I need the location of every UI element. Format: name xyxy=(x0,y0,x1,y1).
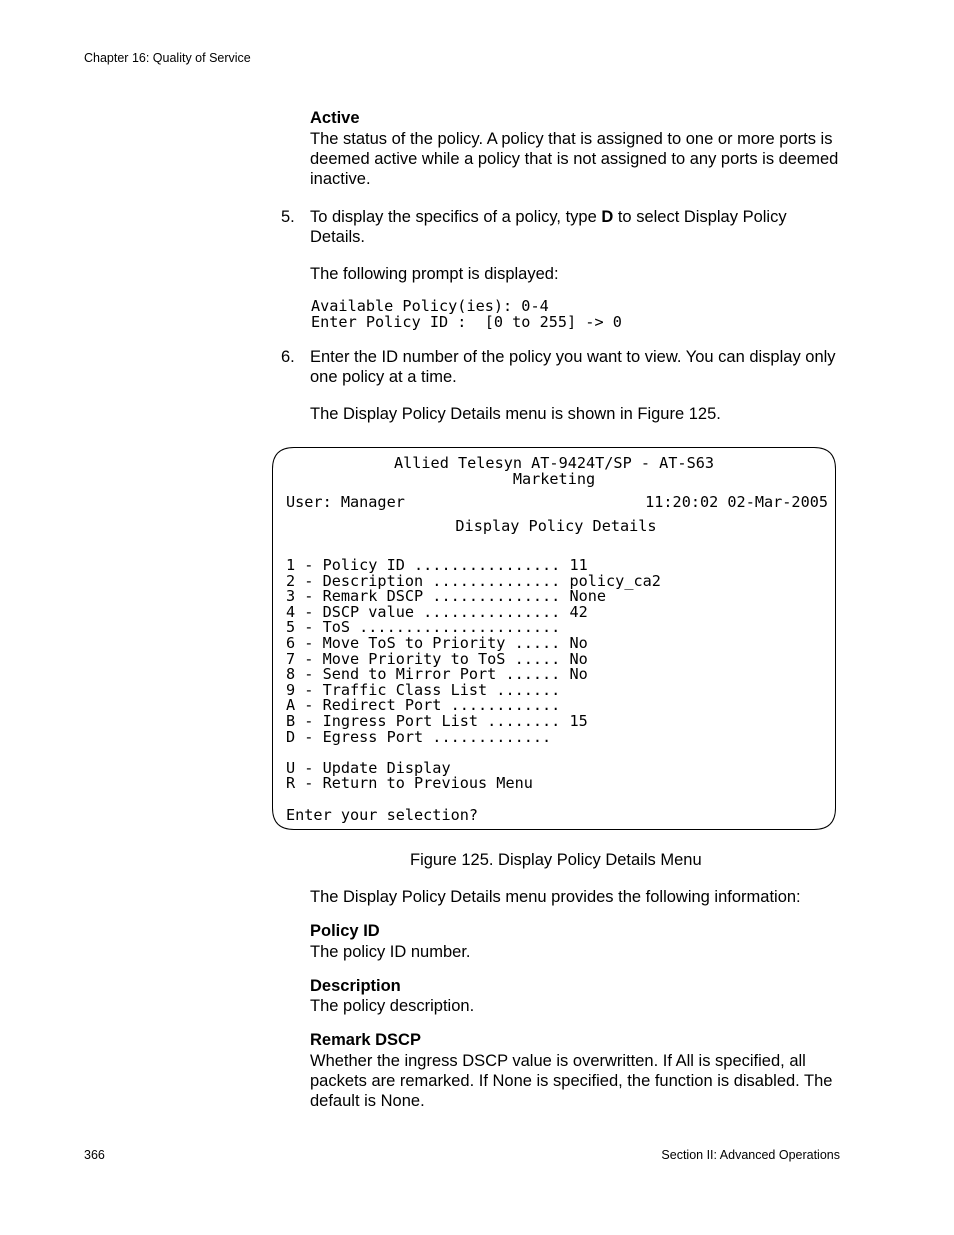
remark-dscp-heading: Remark DSCP xyxy=(310,1031,421,1049)
description-heading: Description xyxy=(310,977,401,995)
screen-datetime: 11:20:02 02-Mar-2005 xyxy=(645,493,828,511)
running-footer: Section II: Advanced Operations xyxy=(661,1148,840,1162)
menu-item-redirect-port: A - Redirect Port ............ xyxy=(286,696,561,715)
screen-title-line-1: Allied Telesyn AT-9424T/SP - AT-S63 xyxy=(393,454,715,472)
screen-user: User: Manager xyxy=(286,493,405,511)
menu-item-tos: 5 - ToS ...................... xyxy=(286,618,561,637)
page-number: 366 xyxy=(84,1148,105,1162)
active-description: The status of the policy. A policy that is assigned to one or more ports is deemed active while a policy that is not assigned to any ports is deemed inactive. xyxy=(310,130,839,188)
step-5-text-after: to select Display Policy Details. xyxy=(310,208,787,246)
menu-item-policy-id: 1 - Policy ID ................ 11 xyxy=(286,556,588,574)
menu-item-move-tos-to-priority: 6 - Move ToS to Priority ..... No xyxy=(286,634,588,652)
menu-intro: The Display Policy Details menu is shown in Figure 125. xyxy=(310,405,721,423)
screen-title-line-2: Marketing xyxy=(512,470,596,488)
selection-prompt: Enter your selection? xyxy=(286,805,479,824)
policy-id-heading: Policy ID xyxy=(310,922,380,940)
menu-item-update-display: U - Update Display xyxy=(286,758,451,777)
screen-menu-title: Display Policy Details xyxy=(455,517,657,535)
step-5-key: D xyxy=(601,208,614,226)
figure-caption: Figure 125. Display Policy Details Menu xyxy=(410,851,702,869)
menu-item-move-priority-to-tos: 7 - Move Priority to ToS ..... No xyxy=(286,649,588,668)
description-text: The policy description. xyxy=(310,997,475,1015)
running-header: Chapter 16: Quality of Service xyxy=(84,51,251,65)
menu-item-dscp-value: 4 - DSCP value ............... 42 xyxy=(286,602,588,621)
terminal-screen xyxy=(272,447,836,830)
menu-item-ingress-port-list: B - Ingress Port List ........ 15 xyxy=(286,712,588,730)
step-5-text-before: To display the specifics of a policy, type xyxy=(310,208,602,226)
menu-item-remark-dscp: 3 - Remark DSCP .............. None xyxy=(286,587,607,606)
prompt-intro: The following prompt is displayed: xyxy=(310,265,559,283)
menu-item-description: 2 - Description .............. policy_ca2 xyxy=(286,571,661,590)
step-6-text: Enter the ID number of the policy you want to view. You can display only one policy at a time. xyxy=(310,348,836,386)
step-5-text xyxy=(310,207,845,247)
remark-dscp-text: Whether the ingress DSCP value is overwritten. If All is specified, all packets are remarked. If None is specified, the function is disabled. The default is None. xyxy=(310,1052,833,1110)
prompt-line-2: Enter Policy ID : [0 to 255] -> 0 xyxy=(311,313,622,331)
prompt-line-1: Available Policy(ies): 0-4 xyxy=(311,297,549,315)
menu-item-traffic-class-list: 9 - Traffic Class List ....... xyxy=(286,680,561,699)
policy-id-text: The policy ID number. xyxy=(310,943,471,961)
step-5-number: 5. xyxy=(281,208,295,226)
active-heading: Active xyxy=(310,109,360,127)
menu-item-egress-port: D - Egress Port ............. xyxy=(286,727,552,746)
info-intro: The Display Policy Details menu provides the following information: xyxy=(310,888,801,906)
step-6-number: 6. xyxy=(281,348,295,366)
menu-item-return: R - Return to Previous Menu xyxy=(286,774,533,793)
menu-item-send-to-mirror-port: 8 - Send to Mirror Port ...... No xyxy=(286,665,588,684)
